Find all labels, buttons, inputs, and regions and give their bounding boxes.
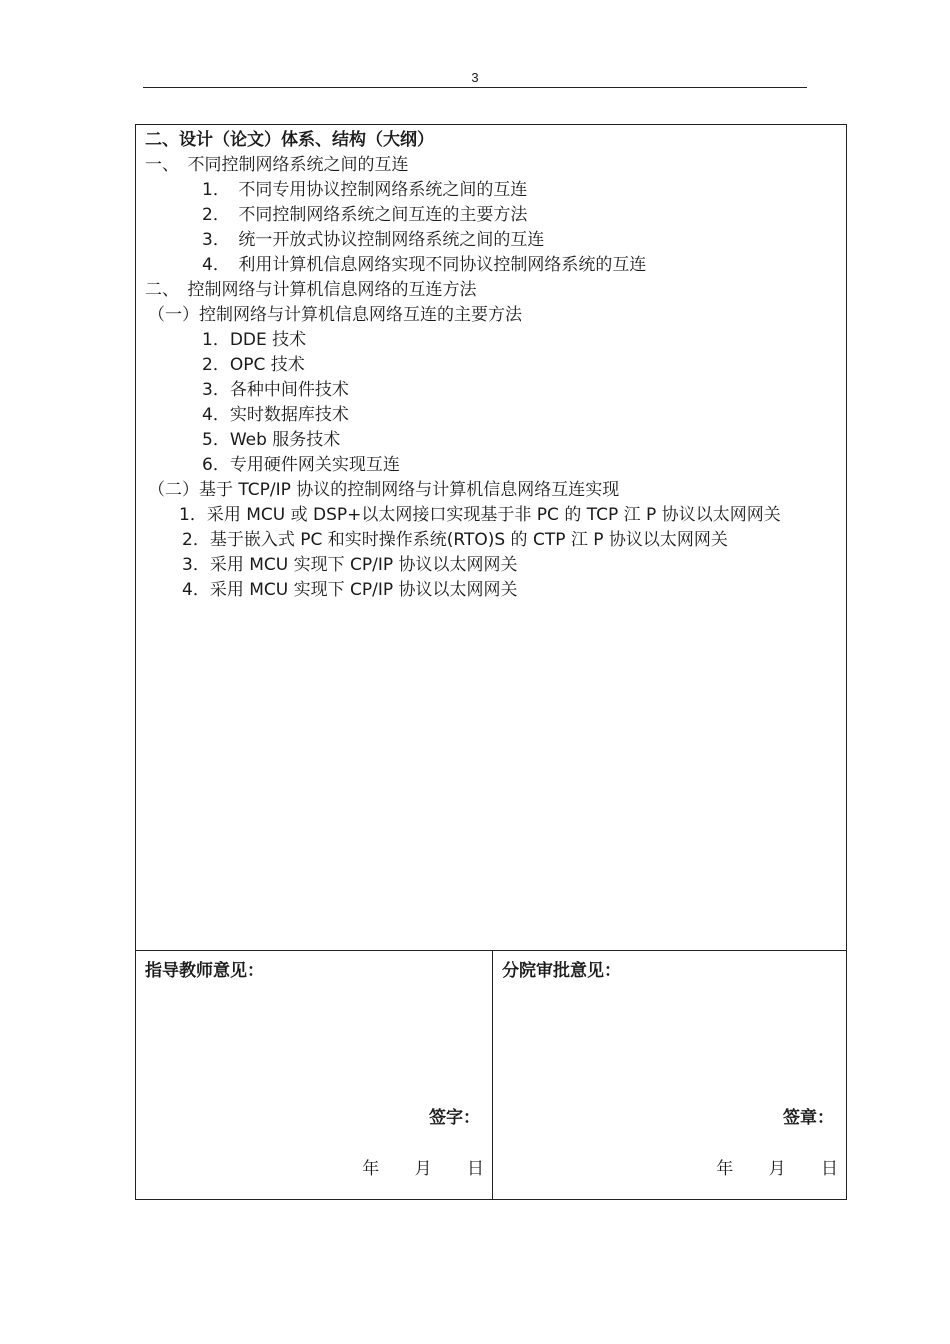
- outline-item: 2．OPC 技术: [202, 355, 305, 375]
- outline-title: 二、设计（论文）体系、结构（大纲）: [145, 130, 434, 150]
- department-date-line: [698, 1154, 838, 1179]
- outline-item: 二、 控制网络与计算机信息网络的互连方法: [145, 280, 477, 300]
- advisor-opinion-cell[interactable]: [136, 951, 493, 1199]
- year-label: 年: [362, 1159, 380, 1179]
- advisor-date-line: [344, 1154, 484, 1179]
- day-label: 日: [821, 1159, 838, 1179]
- form-table: [135, 124, 847, 1200]
- outline-item: 3．各种中间件技术: [202, 380, 349, 400]
- outline-item: 3． 统一开放式协议控制网络系统之间的互连: [202, 230, 545, 250]
- advisor-opinion-label: 指导教师意见：: [145, 961, 264, 981]
- outline-item: 2． 不同控制网络系统之间互连的主要方法: [202, 205, 528, 225]
- outline-item: 1． 不同专用协议控制网络系统之间的互连: [202, 180, 528, 200]
- outline-item: 3．采用 MCU 实现下 CP/IP 协议以太网网关: [182, 555, 518, 575]
- outline-item: （一）控制网络与计算机信息网络互连的主要方法: [148, 305, 522, 325]
- outline-item: 一、 不同控制网络系统之间的互连: [145, 155, 409, 175]
- advisor-signature-label: 签字：: [429, 1108, 480, 1128]
- department-seal-label: 签章：: [783, 1108, 834, 1128]
- outline-item: 2．基于嵌入式 PC 和实时操作系统(RTO)S 的 CTP 江 P 协议以太网网关: [182, 530, 728, 550]
- page-number: 3: [471, 70, 479, 85]
- year-label: 年: [716, 1159, 734, 1179]
- department-opinion-label: 分院审批意见：: [502, 961, 621, 981]
- day-label: 日: [467, 1159, 484, 1179]
- header-rule: [143, 87, 807, 88]
- outline-item: 4． 利用计算机信息网络实现不同协议控制网络系统的互连: [202, 255, 647, 275]
- department-opinion-cell[interactable]: [493, 951, 846, 1199]
- month-label: 月: [768, 1159, 786, 1179]
- month-label: 月: [414, 1159, 432, 1179]
- outline-item: 5．Web 服务技术: [202, 430, 341, 450]
- outline-item: （二）基于 TCP/IP 协议的控制网络与计算机信息网络互连实现: [148, 480, 620, 500]
- outline-item: 1．DDE 技术: [202, 330, 307, 350]
- outline-item: 6．专用硬件网关实现互连: [202, 455, 400, 475]
- outline-item: 1．采用 MCU 或 DSP+以太网接口实现基于非 PC 的 TCP 江 P 协议以太网网关: [179, 505, 781, 525]
- outline-item: 4．采用 MCU 实现下 CP/IP 协议以太网网关: [182, 580, 518, 600]
- outline-cell: [136, 125, 846, 951]
- outline-item: 4．实时数据库技术: [202, 405, 349, 425]
